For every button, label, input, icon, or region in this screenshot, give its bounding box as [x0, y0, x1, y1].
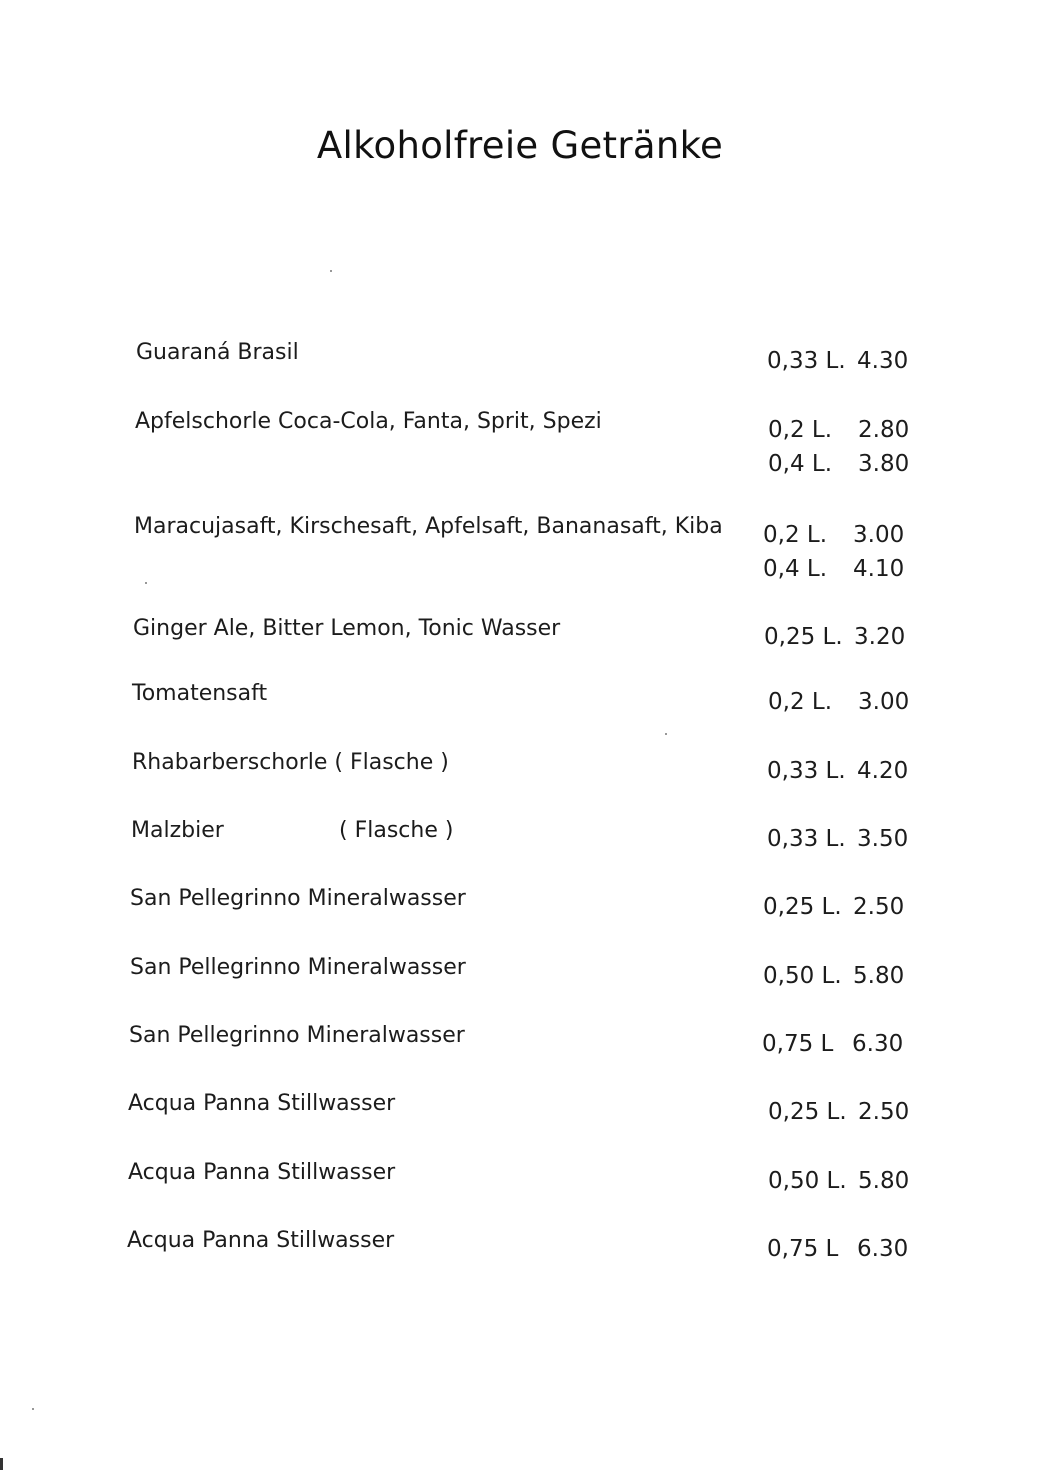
- price: 3.00: [858, 689, 910, 715]
- price: 3.80: [858, 451, 910, 477]
- menu-item-row: [0, 1228, 1040, 1288]
- page-title: Alkoholfreie Getränke: [316, 124, 724, 167]
- price: 2.80: [858, 417, 910, 443]
- price: 4.10: [853, 556, 905, 582]
- volume: 0,2 L.: [768, 689, 833, 715]
- menu-item-row: [0, 616, 1040, 676]
- volume: 0,33 L.: [767, 826, 846, 852]
- menu-item-row: [0, 1160, 1040, 1220]
- menu-item-row: [0, 750, 1040, 810]
- item-note: ( Flasche ): [339, 818, 454, 843]
- price: 6.30: [857, 1236, 909, 1262]
- menu-item-row: [0, 955, 1040, 1015]
- price: 2.50: [858, 1099, 910, 1125]
- volume: 0,33 L.: [767, 758, 846, 784]
- item-name: Apfelschorle Coca-Cola, Fanta, Sprit, Spezi: [135, 409, 602, 434]
- scan-speck: [665, 733, 667, 735]
- volume: 0,4 L.: [768, 451, 833, 477]
- volume: 0,50 L.: [768, 1168, 847, 1194]
- volume: 0,25 L.: [764, 624, 843, 650]
- item-name: Rhabarberschorle ( Flasche ): [132, 750, 449, 775]
- item-name: Maracujasaft, Kirschesaft, Apfelsaft, Bananasaft, Kiba: [134, 514, 723, 539]
- price: 4.20: [857, 758, 909, 784]
- price: 2.50: [853, 894, 905, 920]
- menu-item-row: [0, 681, 1040, 741]
- price: 5.80: [858, 1168, 910, 1194]
- price: 6.30: [852, 1031, 904, 1057]
- volume: 0,50 L.: [763, 963, 842, 989]
- item-name: Acqua Panna Stillwasser: [128, 1160, 396, 1185]
- price: 5.80: [853, 963, 905, 989]
- menu-item-row: [0, 1023, 1040, 1083]
- volume: 0,75 L: [762, 1031, 834, 1057]
- item-name: Malzbier: [131, 818, 224, 843]
- menu-item-row: [0, 1091, 1040, 1151]
- volume: 0,2 L.: [763, 522, 828, 548]
- item-name: Acqua Panna Stillwasser: [127, 1228, 395, 1253]
- item-name: Acqua Panna Stillwasser: [128, 1091, 396, 1116]
- item-name: Ginger Ale, Bitter Lemon, Tonic Wasser: [133, 616, 561, 641]
- item-name: Tomatensaft: [132, 681, 268, 706]
- volume: 0,33 L.: [767, 348, 846, 374]
- price: 4.30: [857, 348, 909, 374]
- volume: 0,25 L.: [763, 894, 842, 920]
- menu-item-row: [0, 886, 1040, 946]
- scan-speck: [32, 1408, 34, 1410]
- item-name: San Pellegrinno Mineralwasser: [130, 886, 466, 911]
- scan-speck: [330, 270, 332, 272]
- volume: 0,4 L.: [763, 556, 828, 582]
- menu-item-row: [0, 818, 1040, 878]
- menu-item-row: [0, 409, 1040, 477]
- item-name: San Pellegrinno Mineralwasser: [129, 1023, 465, 1048]
- menu-item-row: [0, 340, 1040, 400]
- scan-edge-mark: [0, 1458, 3, 1470]
- price: 3.50: [857, 826, 909, 852]
- menu-item-row: [0, 514, 1040, 582]
- volume: 0,75 L: [767, 1236, 839, 1262]
- volume: 0,2 L.: [768, 417, 833, 443]
- volume: 0,25 L.: [768, 1099, 847, 1125]
- price: 3.20: [854, 624, 906, 650]
- item-name: San Pellegrinno Mineralwasser: [130, 955, 466, 980]
- scan-speck: [145, 582, 147, 584]
- item-name: Guaraná Brasil: [136, 340, 299, 365]
- price: 3.00: [853, 522, 905, 548]
